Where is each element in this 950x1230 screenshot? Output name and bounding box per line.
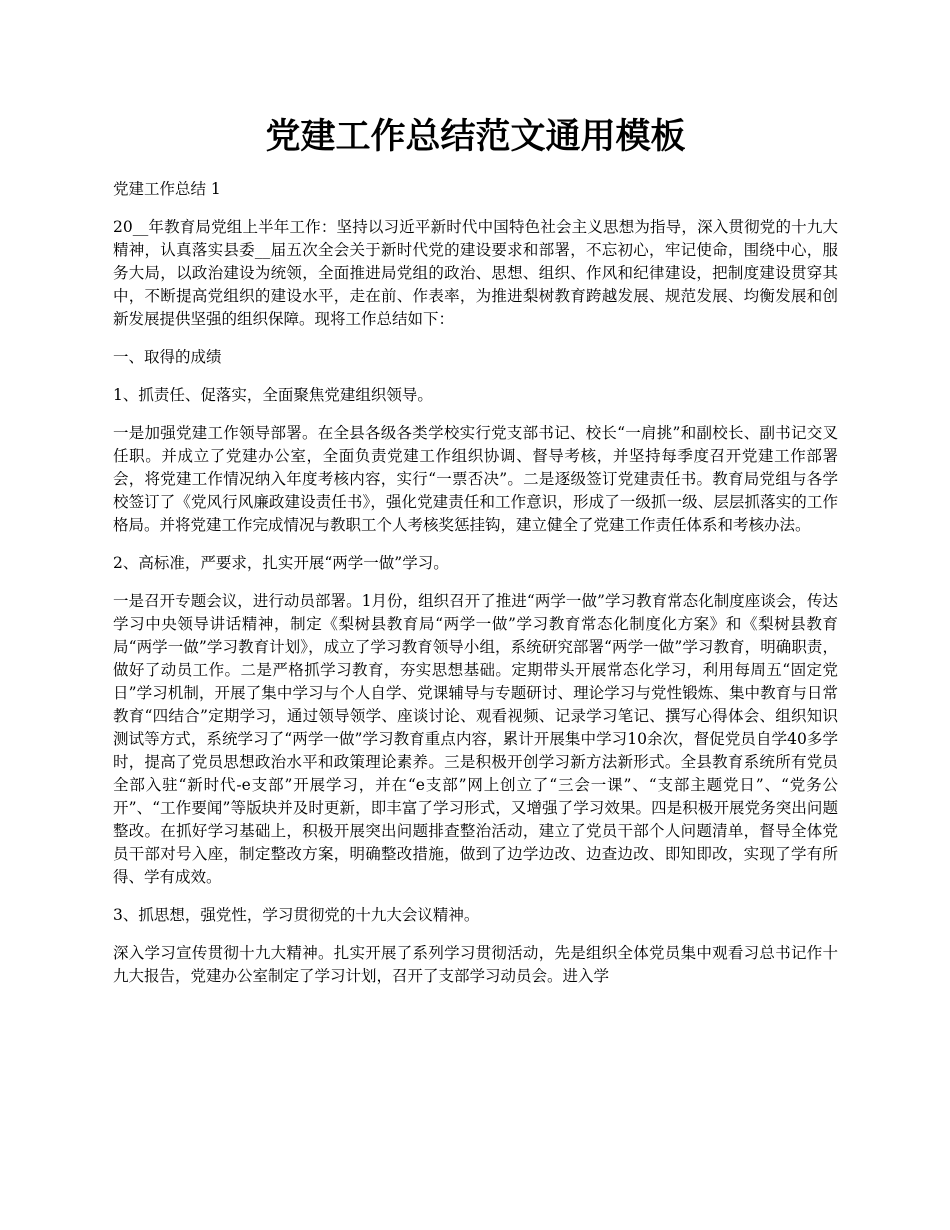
item-body-3: 深入学习宣传贯彻十九大精神。扎实开展了系列学习贯彻活动，先是组织全体党员集中观看习总书记作十九大报告，党建办公室制定了学习计划，召开了支部学习动员会。进入学	[113, 944, 838, 985]
item-heading-2: 2、高标准，严要求，扎实开展“两学一做”学习。	[113, 554, 449, 572]
section-heading-achievements: 一、取得的成绩	[113, 348, 222, 366]
intro-paragraph: 20__年教育局党组上半年工作：坚持以习近平新时代中国特色社会主义思想为指导，深入贯彻党的十九大精神，认真落实县委__届五次全会关于新时代党的建设要求和部署，不忘初心，牢记使命，围绕中心，服务大局，以政治建设为统领，全面推进局党组的政治、思想、组织、作风和纪律建设，把制度建设贯穿其中，不断提高党组织的建设水平，走在前、作表率，为推进梨树教育跨越发展、规范发展、均衡发展和创新发展提供坚强的组织保障。现将工作总结如下：	[113, 218, 838, 328]
item-heading-1: 1、抓责任、促落实，全面聚焦党建组织领导。	[113, 386, 433, 404]
item-body-2: 一是召开专题会议，进行动员部署。1月份，组织召开了推进“两学一做”学习教育常态化制度座谈会，传达学习中央领导讲话精神，制定《梨树县教育局“两学一做”学习教育常态化制度化方案》和《梨树县教育局“两学一做”学习教育计划》，成立了学习教育领导小组，系统研究部署“两学一做”学习教育，明确职责，做好了动员工作。二是严格抓学习教育，夯实思想基础。定期带头开展常态化学习，利用每周五“固定党日”学习机制，开展了集中学习与个人自学、党课辅导与专题研讨、理论学习与党性锻炼、集中教育与日常教育“四结合”定期学习，通过领导领学、座谈讨论、观看视频、记录学习笔记、撰写心得体会、组织知识测试等方式，系统学习了“两学一做”学习教育重点内容，累计开展集中学习10余次，督促党员自学40多学时，提高了党员思想政治水平和政策理论素养。三是积极开创学习新方法新形式。全县教育系统所有党员全部入驻“新时代-e支部”开展学习，并在“e支部”网上创立了“三会一课”、“支部主题党日”、“党务公开”、“工作要闻”等版块并及时更新，即丰富了学习形式，又增强了学习效果。四是积极开展党务突出问题整改。在抓好学习基础上，积极开展突出问题排查整治活动，建立了党员干部个人问题清单，督导全体党员干部对号入座，制定整改方案，明确整改措施，做到了边学边改、边查边改、即知即改，实现了学有所得、学有成效。	[113, 592, 838, 886]
item-heading-3: 3、抓思想，强党性，学习贯彻党的十九大会议精神。	[113, 906, 480, 924]
item-body-1: 一是加强党建工作领导部署。在全县各级各类学校实行党支部书记、校长“一肩挑”和副校长、副书记交叉任职。并成立了党建办公室，全面负责党建工作组织协调、督导考核，并坚持每季度召开党建工作部署会，将党建工作情况纳入年度考核内容，实行“一票否决”。二是逐级签订党建责任书。教育局党组与各学校签订了《党风行风廉政建设责任书》，强化党建责任和工作意识，形成了一级抓一级、层层抓落实的工作格局。并将党建工作完成情况与教职工个人考核奖惩挂钩，建立健全了党建工作责任体系和考核办法。	[113, 424, 838, 534]
document-title: 党建工作总结范文通用模板	[265, 116, 686, 157]
document-page	[113, 112, 838, 1003]
document-subtitle: 党建工作总结 1	[113, 180, 221, 198]
